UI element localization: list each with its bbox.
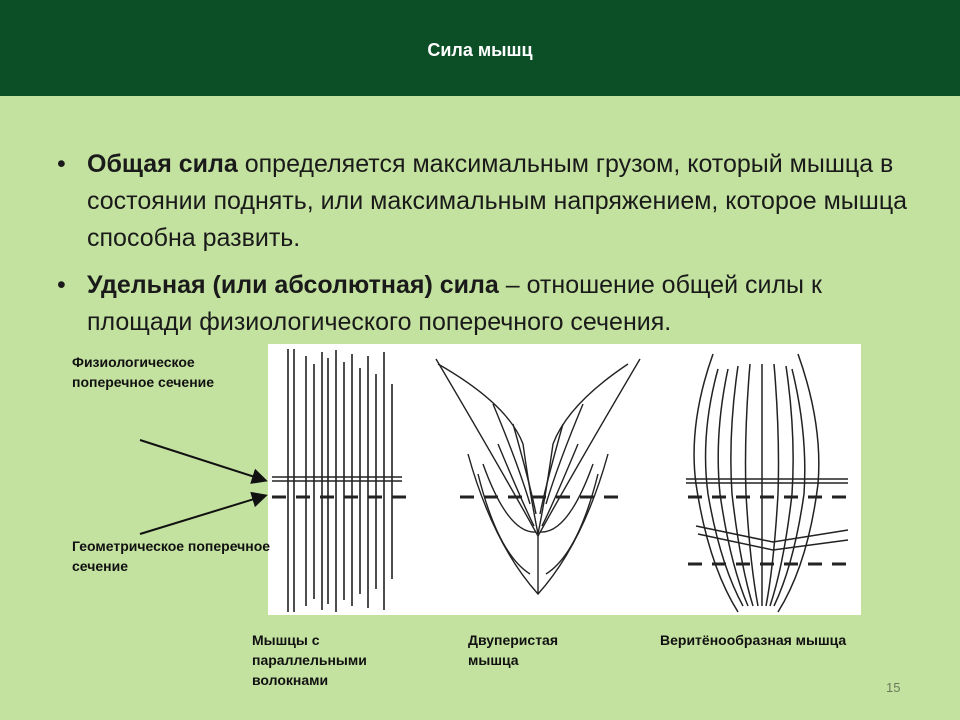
- slide-header: [0, 0, 960, 96]
- label-geometric-section: Геометрическое поперечное сечение: [72, 538, 271, 574]
- parallel-muscle-drawing: [272, 349, 408, 612]
- arrow-physiological-icon: [140, 440, 264, 480]
- slide-title: Сила мышц: [427, 40, 533, 60]
- muscle-diagram: [268, 344, 861, 615]
- bullet-dot-icon: •: [57, 271, 66, 299]
- bullet-specific-strength: [55, 267, 915, 341]
- bullet-general-strength: [55, 146, 915, 257]
- bullet-text: – отношение общей силы к площади физиологического поперечного сечения.: [87, 271, 822, 336]
- bullet-dot-icon: •: [57, 150, 66, 178]
- arrow-geometric-icon: [140, 496, 264, 534]
- fusiform-muscle-drawing: [686, 354, 848, 612]
- muscle-diagram-svg: [268, 344, 861, 615]
- bipennate-muscle-drawing: [436, 359, 640, 594]
- bullet-text: определяется максимальным грузом, который мышца в состоянии поднять, или максимальным напряжением, которое мышца способна развить.: [87, 150, 908, 252]
- bullet-term: Удельная (или абсолютная) сила: [87, 271, 499, 299]
- caption-bipennate-muscle: Двуперистая мышца: [468, 632, 559, 668]
- bullet-term: Общая сила: [87, 150, 238, 178]
- bullet-list: [55, 146, 915, 351]
- pointer-arrows: [130, 430, 270, 540]
- caption-parallel-muscle: Мышцы с параллельными волокнами: [252, 632, 367, 688]
- label-physiological-section: Физиологическое поперечное сечение: [72, 354, 215, 390]
- page-number: 15: [886, 680, 901, 695]
- caption-fusiform-muscle: Веритёнообразная мышца: [660, 632, 847, 648]
